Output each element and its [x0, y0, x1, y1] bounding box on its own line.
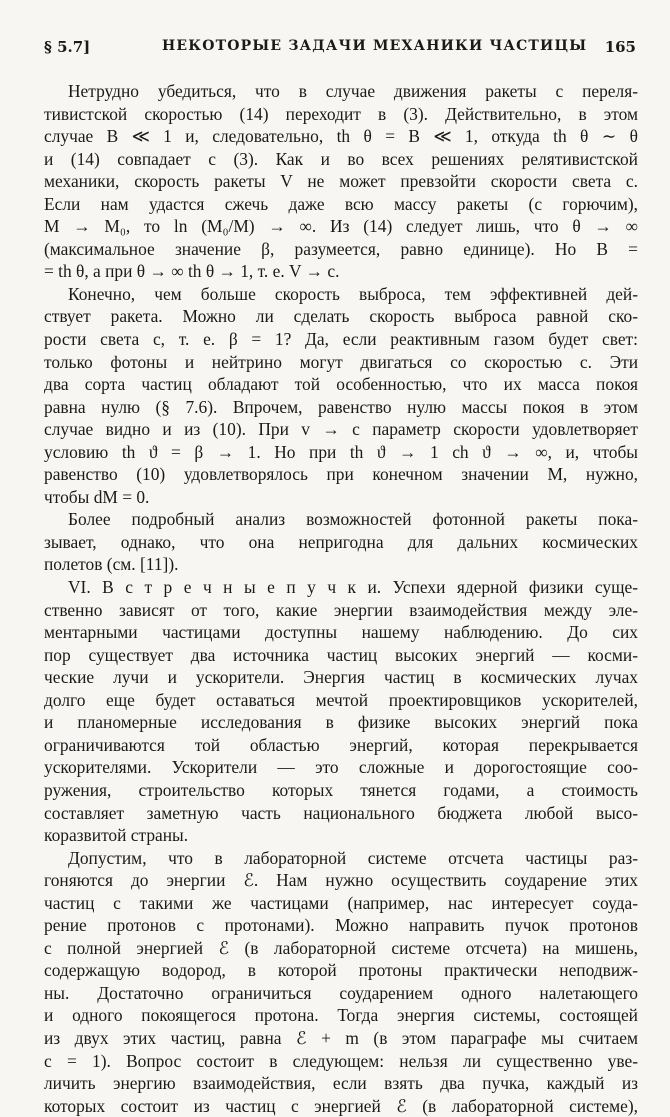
running-header: [44, 28, 636, 58]
running-title: НЕКОТОРЫЕ ЗАДАЧИ МЕХАНИКИ ЧАСТИЦЫ: [162, 38, 588, 54]
text-line: и (14) совпадает с (3). Как и во всех решениях релятивистской: [44, 148, 638, 169]
text-line: равна нулю (§ 7.6). Впрочем, равенство нулю массы покоя в этом: [44, 396, 638, 417]
text-line: ускорителями. Ускорители — это сложные и дорогостоящие соо-: [44, 757, 638, 778]
text-line: два сорта частиц обладают той особенностью, что их масса покоя: [44, 374, 638, 395]
text-line: ствует ракета. Можно ли сделать скорость выброса равной ско-: [44, 306, 638, 327]
text-line: ограничиваются той областью энергий, которая перекрывается: [44, 734, 638, 755]
text-line: c = 1). Вопрос состоит в следующем: нельзя ли существенно уве-: [44, 1050, 638, 1071]
text-line: ственно зависят от того, какие энергии взаимодействия между эле-: [44, 599, 638, 620]
text-line: и планомерные исследования в физике высоких энергий пока: [44, 712, 638, 733]
section-heading-line: VI. В с т р е ч н ы е п у ч к и. Успехи ядерной физики суще-: [68, 577, 638, 598]
text-line: тивистской скоростью (14) переходит в (3). Действительно, в этом: [44, 103, 638, 124]
text-line: чтобы dM = 0.: [44, 486, 150, 507]
text-line: только фотоны и нейтрино могут двигаться со скоростью c. Эти: [44, 351, 638, 372]
text-line: полетов (см. [11]).: [44, 554, 179, 575]
text-line: из двух этих частиц, равна ℰ + m (в этом параграфе мы считаем: [44, 1027, 638, 1048]
text-line: содержащую водород, в которой протоны практически неподвиж-: [44, 960, 638, 981]
text-line: M → M₀, то ln (M₀/M) → ∞. Из (14) следует лишь, что θ → ∞: [44, 216, 638, 237]
text-line: равенство (10) удовлетворялось при конечном значении M, нужно,: [44, 464, 638, 485]
text-line: с полной энергией ℰ (в лабораторной системе отсчета) на мишень,: [44, 937, 638, 958]
text-line: личить энергию взаимодействия, если взять два пучка, каждый из: [44, 1073, 638, 1094]
section-number: § 5.7]: [44, 38, 91, 56]
body-text: [44, 80, 636, 1117]
text-line: ны. Достаточно ограничиться соударением одного налетающего: [44, 982, 638, 1003]
text-line: которых состоит из частиц с энергией ℰ (в лабораторной системе),: [44, 1095, 638, 1116]
text-line: механики, скорость ракеты V не может превзойти скорости света c.: [44, 171, 638, 192]
text-line: условию th ϑ = β → 1. Но при th ϑ → 1 ch ϑ → ∞, и, чтобы: [44, 441, 638, 462]
text-line: зывает, однако, что она непригодна для дальних космических: [44, 531, 638, 552]
text-line: рости света c, т. е. β = 1? Да, если реактивным газом будет свет:: [44, 329, 638, 350]
text-line: Если нам удастся сжечь даже всю массу ракеты (с горючим),: [44, 193, 638, 214]
page-number: 165: [604, 38, 636, 56]
text-line: частиц с такими же частицами (например, нас интересует соуда-: [44, 892, 638, 913]
text-line: ческие лучи и ускорители. Энергия частиц в космических лучах: [44, 667, 638, 688]
text-line: гоняются до энергии ℰ. Нам нужно осуществить соударение этих: [44, 870, 638, 891]
text-line: коразвитой страны.: [44, 825, 189, 846]
text-line: долго еще будет оставаться мечтой проектировщиков ускорителей,: [44, 689, 638, 710]
text-line: (максимальное значение β, разумеется, равно единице). Но B =: [44, 238, 638, 259]
text-line: случае B ≪ 1 и, следовательно, th θ = B ≪ 1, откуда th θ ∼ θ: [44, 126, 638, 147]
text-line: рение протонов с протонами). Можно направить пучок протонов: [44, 915, 638, 936]
text-line: Конечно, чем больше скорость выброса, тем эффективней дей-: [68, 283, 638, 304]
text-line: Более подробный анализ возможностей фотонной ракеты пока-: [68, 509, 638, 530]
text-line: Допустим, что в лабораторной системе отсчета частицы раз-: [68, 847, 638, 868]
text-line: пор существует два источника частиц высоких энергий — косми-: [44, 644, 638, 665]
text-line: составляет заметную часть национального бюджета любой высо-: [44, 802, 638, 823]
text-line: Нетрудно убедиться, что в случае движения ракеты с переля-: [68, 81, 638, 101]
text-line: = th θ, а при θ → ∞ th θ → 1, т. е. V → c.: [44, 261, 340, 282]
text-line: ментарными частицами доступны нашему наблюдению. До сих: [44, 622, 638, 643]
text-line: и одного покоящегося протона. Тогда энергия системы, состоящей: [44, 1005, 638, 1026]
text-line: случае видно и из (10). При v → c параметр скорости удовлетворяет: [44, 419, 638, 440]
text-line: ружения, строительство которых тянется годами, а стоимость: [44, 779, 638, 800]
